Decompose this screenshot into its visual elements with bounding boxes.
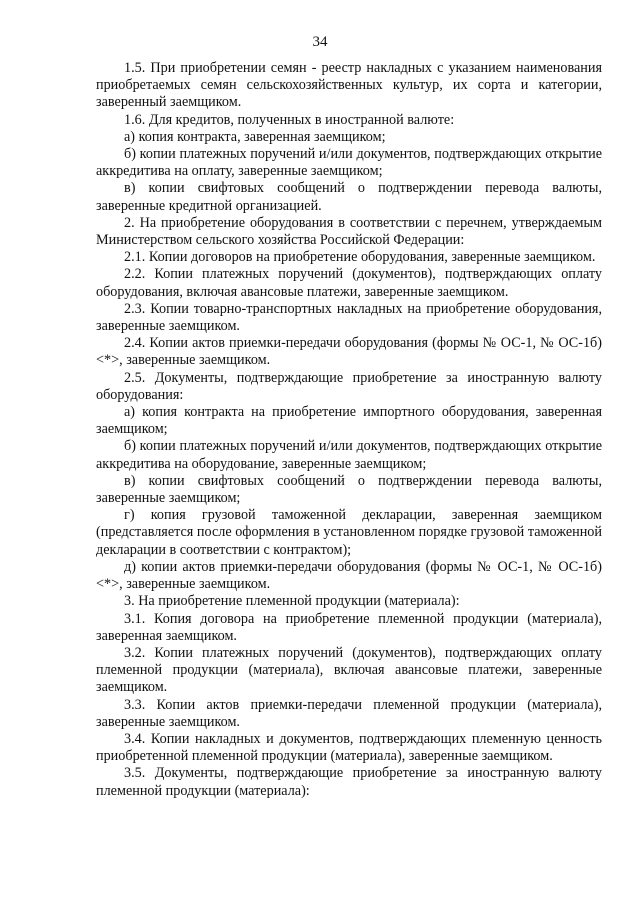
paragraph: 2.2. Копии платежных поручений (документов), подтверждающих оплату оборудования, включая авансовые платежи, заверенные заемщиком. [96,266,602,300]
paragraph: б) копии платежных поручений и/или документов, подтверждающих открытие аккредитива на оборудование, заверенные заемщиком; [96,438,602,472]
paragraph: д) копии актов приемки-передачи оборудования (формы № ОС-1, № ОС-1б) <*>, заверенные заемщиком. [96,558,602,593]
paragraph: 2.5. Документы, подтверждающие приобретение за иностранную валюту оборудования: [96,369,602,403]
paragraph: а) копия контракта, заверенная заемщиком; [124,128,386,145]
paragraph: 3.1. Копия договора на приобретение племенной продукции (материала), заверенная заемщиком. [96,610,602,644]
paragraph: 1.6. Для кредитов, полученных в иностранной валюте: [124,111,455,128]
paragraph: 2.4. Копии актов приемки-передачи оборудования (формы № ОС-1, № ОС-1б) <*>, заверенные заемщиком. [96,335,602,369]
paragraph: 2.1. Копии договоров на приобретение оборудования, заверенные заемщиком. [124,249,596,266]
paragraph: 3.2. Копии платежных поручений (документов), подтверждающих оплату племенной продукции (материала), включая авансовые платежи, заверенные заемщиком. [96,644,602,696]
paragraph: а) копия контракта на приобретение импортного оборудования, заверенная заемщиком; [96,404,602,438]
paragraph: 3.4. Копии накладных и документов, подтверждающих племенную ценность приобретенной племенной продукции (материала), заверенные заемщиком. [96,730,602,765]
paragraph: 1.5. При приобретении семян - реестр накладных с указанием наименования приобретаемых семян сельскохозяйственных культур, их сорта и категории, заверенный заемщиком. [96,60,602,111]
document-body [96,60,602,800]
paragraph: 2. На приобретение оборудования в соответствии с перечнем, утверждаемым Министерством сельского хозяйства Российской Федерации: [96,214,602,249]
page-number: 34 [312,34,328,50]
paragraph: б) копии платежных поручений и/или документов, подтверждающих открытие аккредитива на оплату, заверенные заемщиком; [96,146,602,180]
paragraph: 2.3. Копии товарно-транспортных накладных на приобретение оборудования, заверенные заемщиком. [96,300,602,335]
paragraph: 3.5. Документы, подтверждающие приобретение за иностранную валюту племенной продукции (материала): [96,765,602,799]
paragraph: г) копия грузовой таможенной декларации, заверенная заемщиком (представляется после оформления в установленном порядке грузовой таможенной декларации в соответствии с контрактом); [96,507,602,558]
paragraph: в) копии свифтовых сообщений о подтверждении перевода валюты, заверенные заемщиком; [96,472,602,507]
paragraph: в) копии свифтовых сообщений о подтверждении перевода валюты, заверенные кредитной организацией. [96,180,602,214]
paragraph: 3.3. Копии актов приемки-передачи племенной продукции (материала), заверенные заемщиком. [96,696,602,730]
paragraph: 3. На приобретение племенной продукции (материала): [124,593,460,610]
